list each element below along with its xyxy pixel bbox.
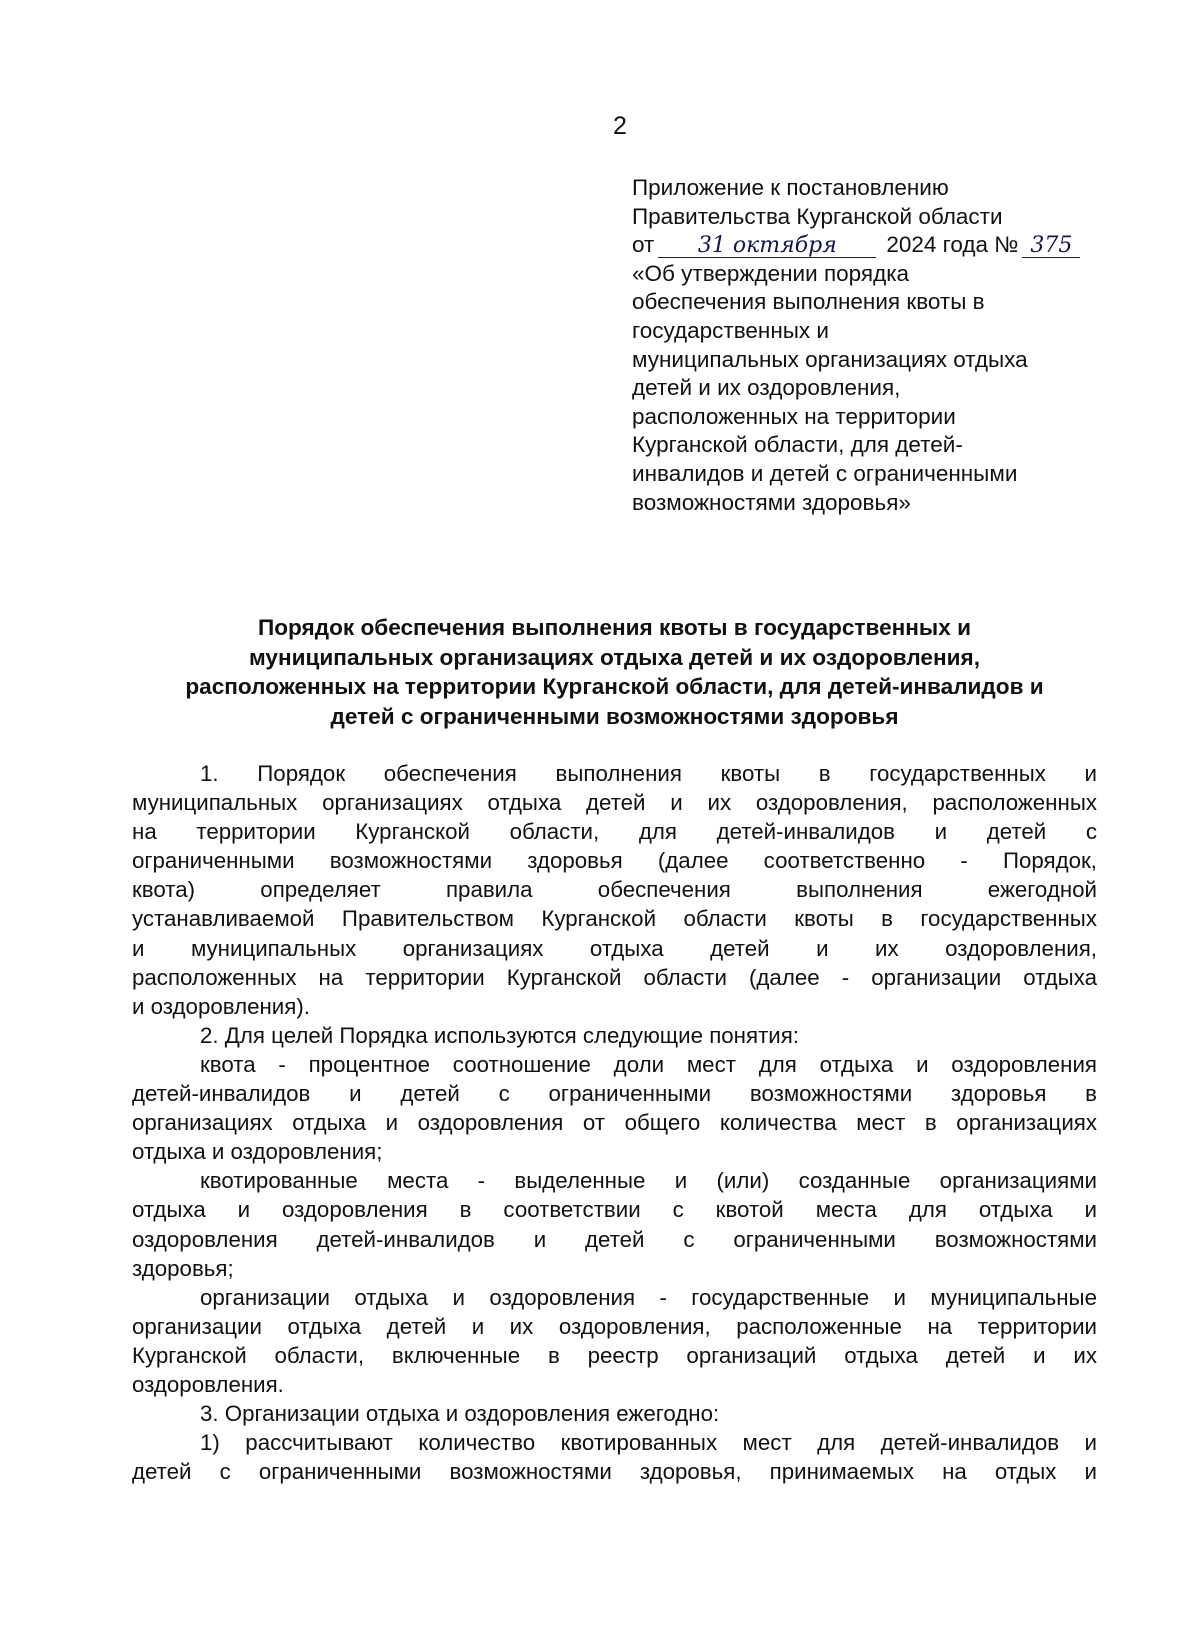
appendix-line: Правительства Курганской области: [632, 203, 1003, 229]
appendix-line: Курганской области, для детей-: [632, 432, 963, 458]
body-line: организации отдыха и оздоровления - государственные и муниципальные: [200, 1284, 1097, 1310]
page-number: 2: [613, 112, 627, 140]
appendix-line: инвалидов и детей с ограниченными: [632, 460, 1018, 486]
body-line: 3. Организации отдыха и оздоровления ежегодно:: [200, 1401, 720, 1427]
body-line: Курганской области, включенные в реестр организаций отдыха детей и их: [132, 1342, 1097, 1368]
title-line: муниципальных организациях отдыха детей и их оздоровления,: [249, 644, 980, 670]
appendix-date-line: [632, 231, 1092, 260]
body-line: и муниципальных организациях отдыха детей и их оздоровления,: [132, 935, 1097, 961]
body-line: расположенных на территории Курганской области (далее - организации отдыха: [132, 964, 1097, 990]
body-line: детей с ограниченными возможностями здоровья, принимаемых на отдых и: [132, 1459, 1097, 1485]
body-line: здоровья;: [132, 1255, 234, 1281]
document-body: [132, 759, 1097, 1486]
body-line: муниципальных организациях отдыха детей и их оздоровления, расположенных: [132, 790, 1097, 816]
body-line: 2. Для целей Порядка используются следующие понятия:: [200, 1022, 799, 1048]
handwritten-date: 31 октября: [658, 235, 876, 258]
body-line: оздоровления детей-инвалидов и детей с ограниченными возможностями: [132, 1226, 1097, 1252]
date-year: 2024 года №: [886, 232, 1019, 258]
appendix-line: государственных и: [632, 317, 829, 343]
handwritten-number: 375: [1022, 235, 1080, 258]
title-line: Порядок обеспечения выполнения квоты в государственных и: [258, 615, 971, 640]
appendix-line: Приложение к постановлению: [632, 175, 949, 200]
body-line: и оздоровления).: [132, 993, 310, 1019]
body-line: организациях отдыха и оздоровления от общего количества мест в организациях: [132, 1110, 1097, 1136]
appendix-line: возможностями здоровья»: [632, 489, 911, 515]
body-line: квота) определяет правила обеспечения выполнения ежегодной: [132, 877, 1097, 903]
body-line: квотированные места - выделенные и (или) созданные организациями: [200, 1168, 1097, 1194]
body-line: детей-инвалидов и детей с ограниченными возможностями здоровья в: [132, 1081, 1097, 1107]
body-line: 1. Порядок обеспечения выполнения квоты в государственных и: [200, 761, 1097, 786]
appendix-line: «Об утверждении порядка: [632, 260, 910, 286]
body-line: устанавливаемой Правительством Курганской области квоты в государственных: [132, 906, 1097, 932]
date-prefix: от: [632, 232, 655, 258]
title-line: детей с ограниченными возможностями здоровья: [330, 703, 899, 729]
body-line: 1) рассчитывают количество квотированных мест для детей-инвалидов и: [200, 1430, 1097, 1456]
body-line: организации отдыха детей и их оздоровления, расположенные на территории: [132, 1313, 1097, 1339]
body-line: оздоровления.: [132, 1371, 284, 1397]
body-line: отдыха и оздоровления;: [132, 1139, 383, 1165]
body-line: ограниченными возможностями здоровья (далее соответственно - Порядок,: [132, 848, 1097, 874]
appendix-line: муниципальных организациях отдыха: [632, 346, 1028, 372]
appendix-line: обеспечения выполнения квоты в: [632, 289, 985, 315]
body-line: квота - процентное соотношение доли мест для отдыха и оздоровления: [200, 1051, 1097, 1077]
body-line: отдыха и оздоровления в соответствии с квотой места для отдыха и: [132, 1197, 1097, 1223]
appendix-block: [632, 174, 1092, 517]
document-title: [132, 613, 1097, 731]
appendix-line: расположенных на территории: [632, 403, 956, 429]
body-line: на территории Курганской области, для детей-инвалидов и детей с: [132, 819, 1097, 845]
title-line: расположенных на территории Курганской области, для детей-инвалидов и: [185, 674, 1044, 699]
appendix-line: детей и их оздоровления,: [632, 375, 901, 401]
